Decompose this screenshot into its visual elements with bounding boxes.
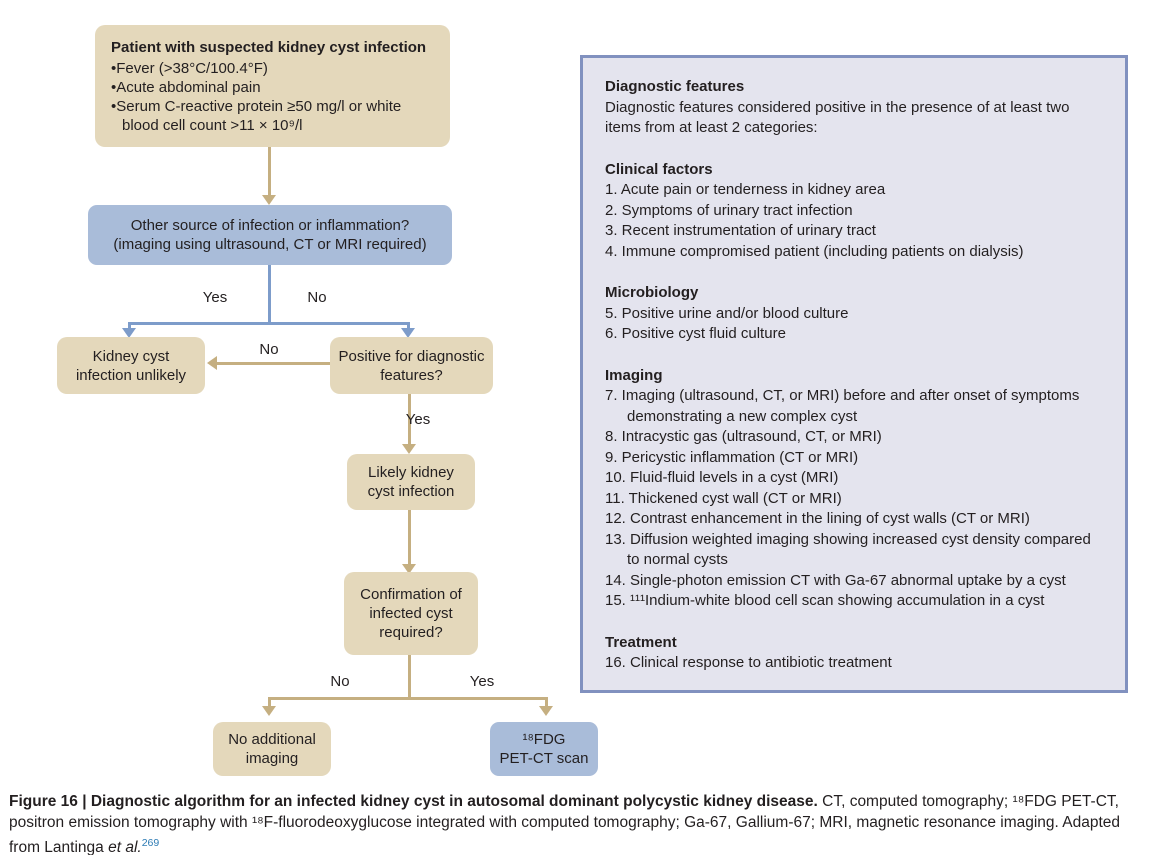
caption-abbreviations: CT, computed tomography; ¹⁸FDG PET-CT, positron emission tomography with ¹⁸F-fluorodeoxyglucose integrated with computed tomography; Ga-67, Gallium-67; MRI, magnetic resonance imaging. Adapted from Lantinga (9, 793, 1121, 855)
panel-list-item: 15. ¹¹¹Indium-white blood cell scan showing accumulation in a cyst (605, 592, 1045, 609)
arrowhead-left-icon (207, 356, 217, 370)
node-other-source-decision (88, 205, 452, 265)
branch2-left-stub (268, 697, 271, 706)
arrowhead-down-icon (539, 706, 553, 716)
edge-label-no: No (307, 289, 327, 306)
node-diagnostic-features-decision: Positive for diagnostic features? (330, 337, 493, 394)
node-confirmation-decision: Confirmation of infected cyst required? (344, 572, 478, 655)
arrow-features-to-unlikely (217, 362, 330, 365)
node-pet-ct-scan (490, 722, 598, 776)
panel-list-item: 16. Clinical response to antibiotic treatment (605, 654, 892, 671)
panel-section-heading: Microbiology (605, 284, 699, 301)
node-likely-infection: Likely kidney cyst infection (347, 454, 475, 510)
decision-line1: Other source of infection or inflammation? (130, 217, 410, 234)
node-infection-unlikely: Kidney cyst infection unlikely (57, 337, 205, 394)
panel-list-item: 6. Positive cyst fluid culture (605, 325, 786, 342)
panel-title: Diagnostic features (605, 78, 745, 95)
panel-list-item: 11. Thickened cyst wall (CT or MRI) (605, 489, 842, 507)
panel-list-item: 13. Diffusion weighted imaging showing increased cyst density compared to normal cysts (605, 530, 1091, 568)
bullet-labs: • Serum C-reactive protein ≥50 mg/l or white blood cell count >11 × 10⁹/l (111, 97, 434, 135)
branch1-bar (128, 322, 410, 325)
arrowhead-down-icon (402, 444, 416, 454)
decision-line2: (imaging using ultrasound, CT or MRI required) (113, 236, 427, 253)
arrow-likely-to-confirmation (408, 510, 411, 565)
branch2-stem (408, 655, 411, 700)
panel-section-heading: Treatment (605, 633, 677, 651)
panel-list-item: 9. Pericystic inflammation (CT or MRI) (605, 448, 859, 466)
edge-label-yes: Yes (405, 411, 431, 428)
panel-section-heading: Clinical factors (605, 160, 713, 178)
panel-sections (605, 160, 1103, 674)
edge-label-no: No (330, 673, 350, 690)
arrow-start-to-decision (268, 147, 271, 195)
panel-intro: Diagnostic features considered positive in the presence of at least two items from at least 2 categories: (605, 98, 1070, 136)
panel-list-item: 2. Symptoms of urinary tract infection (605, 201, 853, 219)
petct-line1: ¹⁸FDG (522, 731, 566, 748)
branch2-right-stub (545, 697, 548, 706)
panel-list-item: 5. Positive urine and/or blood culture (605, 304, 849, 322)
edge-label-no: No (259, 341, 279, 358)
edge-label-yes: Yes (469, 673, 495, 690)
caption-etal: et al. (108, 839, 142, 855)
figure-caption (9, 792, 1151, 855)
caption-ref-link[interactable]: 269 (141, 837, 160, 849)
petct-line2: PET-CT scan (499, 750, 589, 767)
bullet-pain: • Acute abdominal pain (111, 78, 434, 97)
edge-label-yes: Yes (202, 289, 228, 306)
node-patient-suspected (95, 25, 450, 147)
panel-list-item: 10. Fluid-fluid levels in a cyst (MRI) (605, 469, 839, 486)
node-title: Patient with suspected kidney cyst infection (111, 39, 427, 56)
panel-list-item: 14. Single-photon emission CT with Ga-67 abnormal uptake by a cyst (605, 571, 1066, 589)
node-no-additional-imaging: No additional imaging (213, 722, 331, 776)
bullet-fever: • Fever (>38°C/100.4°F) (111, 59, 434, 78)
diagnostic-features-panel (580, 55, 1128, 693)
branch1-stem (268, 264, 271, 325)
panel-list-item: 3. Recent instrumentation of urinary tract (605, 222, 876, 239)
panel-list-item: 8. Intracystic gas (ultrasound, CT, or MRI) (605, 428, 882, 445)
panel-list-item: 12. Contrast enhancement in the lining of cyst walls (CT or MRI) (605, 510, 1030, 527)
arrowhead-down-icon (262, 706, 276, 716)
arrowhead-down-icon (262, 195, 276, 205)
panel-list-item: 4. Immune compromised patient (including patients on dialysis) (605, 242, 1024, 260)
panel-list-item: 1. Acute pain or tenderness in kidney area (605, 181, 886, 198)
panel-section-heading: Imaging (605, 366, 663, 384)
panel-list-item: 7. Imaging (ultrasound, CT, or MRI) before and after onset of symptoms demonstrating a new complex cyst (605, 387, 1080, 425)
branch2-bar (268, 697, 548, 700)
caption-bold-title: Figure 16 | Diagnostic algorithm for an infected kidney cyst in autosomal dominant polycystic kidney disease. (9, 793, 818, 810)
